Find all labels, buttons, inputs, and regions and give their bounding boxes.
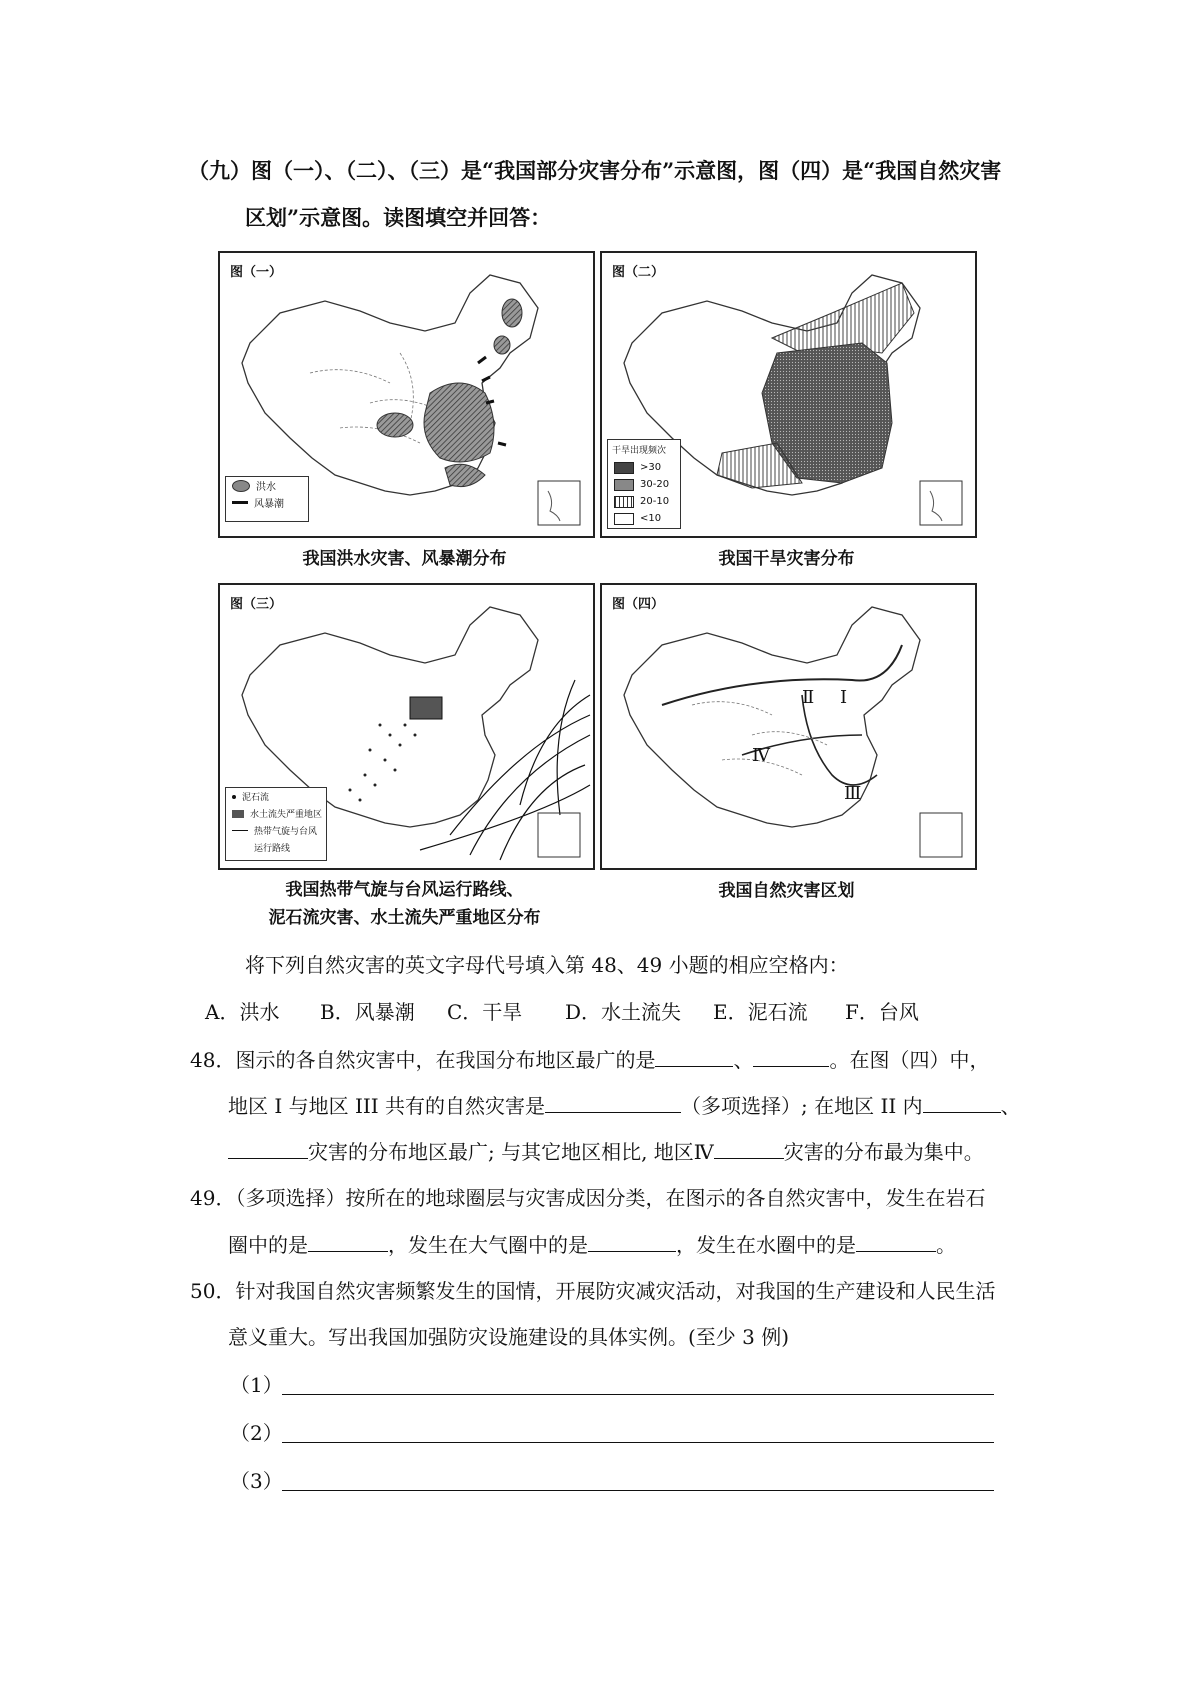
question-header-line2: 区划”示意图。读图填空并回答：: [245, 205, 552, 230]
answer-label-1: （1）: [230, 1373, 283, 1397]
q49-line2: [228, 1229, 956, 1260]
map-label: 图（一）: [230, 265, 283, 280]
option-E: E．泥石流: [713, 1000, 808, 1024]
china-outline-map: [602, 585, 975, 868]
q48-line2: [228, 1090, 1021, 1121]
answer-line-1[interactable]: [282, 1393, 994, 1395]
legend-swatch: [614, 479, 634, 491]
legend-swatch: [614, 513, 634, 525]
answer-blank[interactable]: [588, 1229, 676, 1252]
map-label: 图（四）: [612, 597, 665, 612]
map-caption: 我国自然灾害区划: [718, 881, 855, 901]
question-number: 48．: [190, 1048, 236, 1072]
map-label: 图（二）: [612, 265, 665, 280]
mudflow-symbol: [232, 795, 236, 799]
q48-text: 、: [1000, 1094, 1021, 1118]
instruction-text: 将下列自然灾害的英文字母代号填入第 48、49 小题的相应空格内：: [245, 953, 849, 977]
option-B: B．风暴潮: [320, 1000, 415, 1024]
q48-text: 灾害的分布地区最广; 与其它地区相比, 地区Ⅳ: [308, 1140, 714, 1164]
q49-text: ，发生在水圈中的是: [676, 1233, 856, 1257]
map-typhoon-mudflow-erosion: [218, 583, 595, 870]
map-legend: [225, 476, 309, 522]
option-A: A．洪水: [205, 1000, 280, 1024]
map-label: 图（三）: [230, 597, 283, 612]
legend-item: 20-10: [640, 496, 670, 507]
answer-line-2[interactable]: [282, 1441, 994, 1443]
q50-line2: 意义重大。写出我国加强防灾设施建设的具体实例。(至少 3 例): [228, 1325, 790, 1349]
typhoon-route-symbol: [232, 830, 248, 832]
answer-line-3[interactable]: [282, 1489, 994, 1491]
option-F: F．台风: [845, 1000, 919, 1024]
answer-blank[interactable]: [714, 1136, 784, 1159]
answer-blank[interactable]: [308, 1229, 388, 1252]
map-flood-storm-surge: [218, 251, 595, 538]
answer-blank[interactable]: [753, 1044, 829, 1067]
q48-line1: [190, 1044, 989, 1075]
map-caption: [218, 876, 591, 932]
legend-item: 洪水: [256, 482, 276, 493]
answer-label-3: （3）: [230, 1469, 283, 1493]
flood-symbol: [232, 480, 250, 492]
answer-label-2: （2）: [230, 1421, 283, 1445]
option-C: C．干旱: [447, 1000, 523, 1024]
legend-item: 运行路线: [254, 844, 291, 854]
q48-line3: [228, 1136, 984, 1167]
q48-text: 图示的各自然灾害中，在我国分布地区最广的是: [235, 1048, 656, 1072]
map-disaster-zoning: [600, 583, 977, 870]
answer-blank[interactable]: [228, 1136, 308, 1159]
legend-item: <10: [640, 513, 662, 524]
legend-item: 热带气旋与台风: [254, 827, 318, 837]
q49-line1: [190, 1183, 985, 1213]
caption-line: 我国热带气旋与台风运行路线、: [285, 880, 524, 900]
answer-blank[interactable]: [923, 1090, 1001, 1113]
legend-item: 泥石流: [242, 793, 270, 803]
legend-item: 30-20: [640, 479, 670, 490]
legend-swatch: [614, 462, 634, 474]
legend-item: 水土流失严重地区: [250, 810, 323, 820]
caption-line: 泥石流灾害、水土流失严重地区分布: [268, 908, 541, 928]
erosion-symbol: [232, 810, 244, 818]
legend-title: 干旱出现频次: [612, 446, 667, 456]
q48-text: 。在图（四）中，: [829, 1048, 990, 1072]
map-drought: [600, 251, 977, 538]
region-label-I: Ⅰ: [840, 687, 848, 708]
answer-blank[interactable]: [856, 1229, 936, 1252]
region-label-IV: Ⅳ: [752, 745, 770, 766]
options-list: [205, 997, 919, 1027]
q49-text: 。: [936, 1233, 956, 1257]
region-label-III: Ⅲ: [844, 783, 862, 804]
q49-text: ，发生在大气圈中的是: [388, 1233, 588, 1257]
q48-text: 灾害的分布最为集中。: [783, 1140, 984, 1164]
legend-swatch: [614, 496, 634, 508]
question-header-line1: （九）图（一）、（二）、（三）是“我国部分灾害分布”示意图，图（四）是“我国自然灾害: [188, 158, 1002, 183]
option-D: D．水土流失: [565, 1000, 682, 1024]
map-caption: 我国洪水灾害、风暴潮分布: [302, 549, 507, 569]
legend-item: 风暴潮: [254, 499, 284, 510]
q50-line1: [190, 1276, 995, 1306]
q50-text: 针对我国自然灾害频繁发生的国情，开展防灾减灾活动，对我国的生产建设和人民生活: [235, 1279, 996, 1303]
legend-item: >30: [640, 462, 662, 473]
q49-text: （多项选择）按所在的地球圈层与灾害成因分类，在图示的各自然灾害中，发生在岩石: [235, 1186, 986, 1210]
q48-text: 、: [733, 1048, 754, 1072]
question-number: 50．: [190, 1279, 236, 1303]
answer-blank[interactable]: [545, 1090, 681, 1113]
storm-surge-symbol: [232, 501, 248, 504]
q48-text: （多项选择）; 在地区 II 内: [681, 1094, 923, 1118]
map-caption: 我国干旱灾害分布: [718, 549, 855, 569]
region-label-II: Ⅱ: [802, 687, 815, 708]
question-number: 49．: [190, 1186, 236, 1210]
map-legend: [607, 439, 681, 529]
q49-text: 圈中的是: [228, 1233, 308, 1257]
map-legend: [225, 787, 327, 861]
answer-blank[interactable]: [655, 1044, 733, 1067]
q48-text: 地区 I 与地区 III 共有的自然灾害是: [228, 1094, 546, 1118]
